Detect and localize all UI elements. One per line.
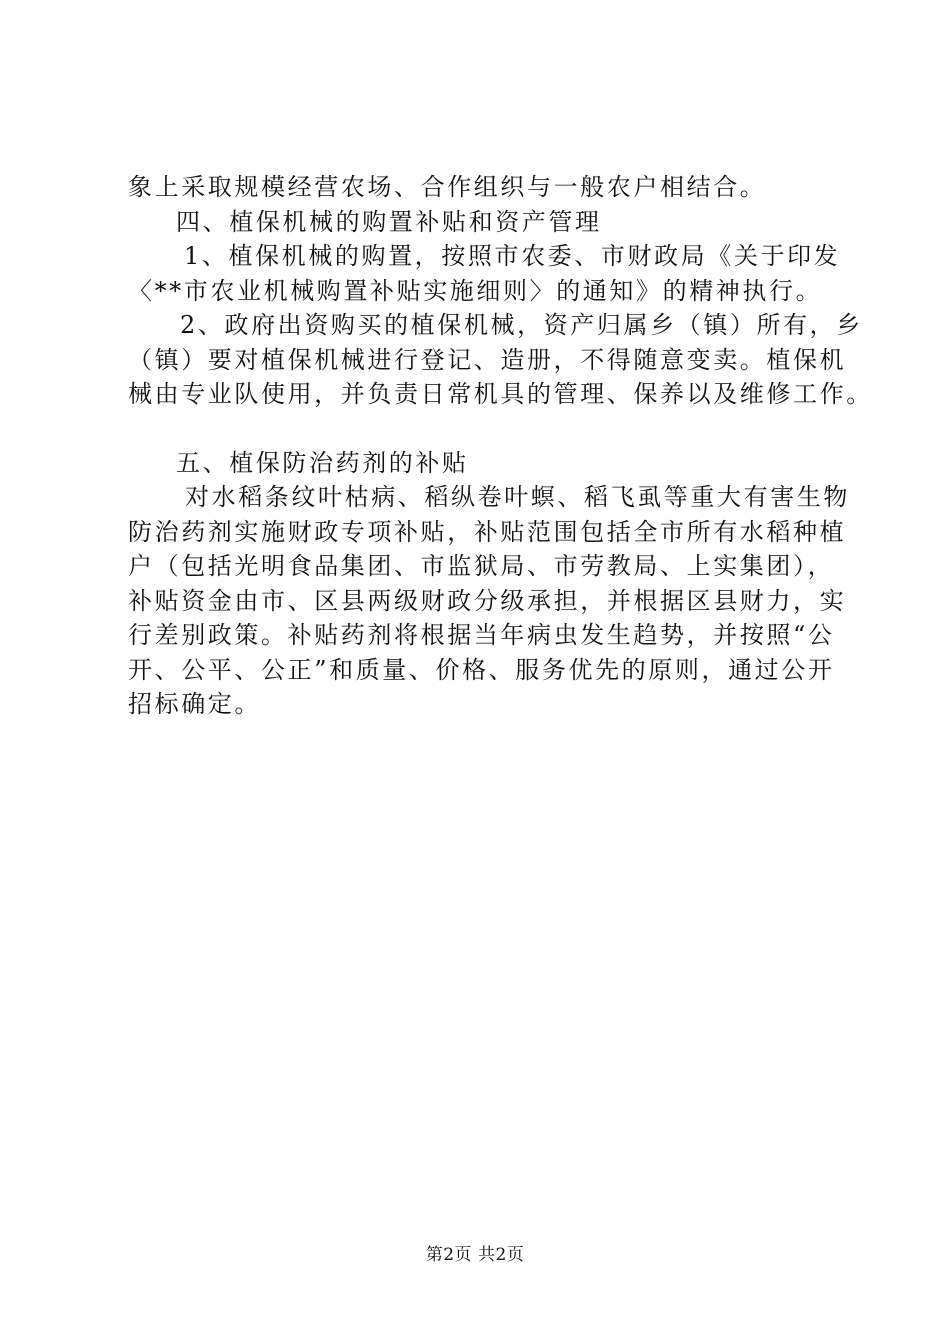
paragraph-line: 招标确定。	[128, 690, 261, 718]
paragraph-line: 户（包括光明食品集团、市监狱局、市劳教局、上实集团），	[128, 552, 835, 580]
section-heading-5: 五、植保防治药剂的补贴	[176, 448, 469, 477]
paragraph-line: 械由专业队使用，并负责日常机具的管理、保养以及维修工作。	[128, 380, 873, 408]
section-heading-4: 四、植保机械的购置补贴和资产管理	[176, 207, 602, 236]
paragraph-line: 行差别政策。补贴药剂将根据当年病虫发生趋势，并按照“公	[128, 621, 835, 649]
paragraph-line: 防治药剂实施财政专项补贴，补贴范围包括全市所有水稻种植	[128, 517, 847, 546]
paragraph-line: 象上采取规模经营农场、合作组织与一般农户相结合。	[128, 173, 767, 201]
paragraph-line: （镇）要对植保机械进行登记、造册，不得随意变卖。植保机	[128, 345, 847, 374]
paragraph-gap	[128, 412, 828, 446]
paragraph-line: 补贴资金由市、区县两级财政分级承担，并根据区县财力，实	[128, 586, 847, 615]
document-body	[128, 170, 873, 722]
paragraph-line: 〈**市农业机械购置补贴实施细则〉的通知》的精神执行。	[128, 276, 823, 305]
paragraph-line: 对水稻条纹叶枯病、稻纵卷叶螟、稻飞虱等重大有害生物	[185, 483, 850, 511]
paragraph-line: 1、植保机械的购置，按照市农委、市财政局《关于印发	[184, 242, 841, 270]
paragraph-line: 2、政府出资购买的植保机械，资产归属乡（镇）所有，乡	[180, 311, 863, 339]
paragraph-line: 开、公平、公正”和质量、价格、服务优先的原则，通过公开	[128, 655, 835, 684]
page-footer: 第2页 共2页	[425, 1245, 525, 1265]
